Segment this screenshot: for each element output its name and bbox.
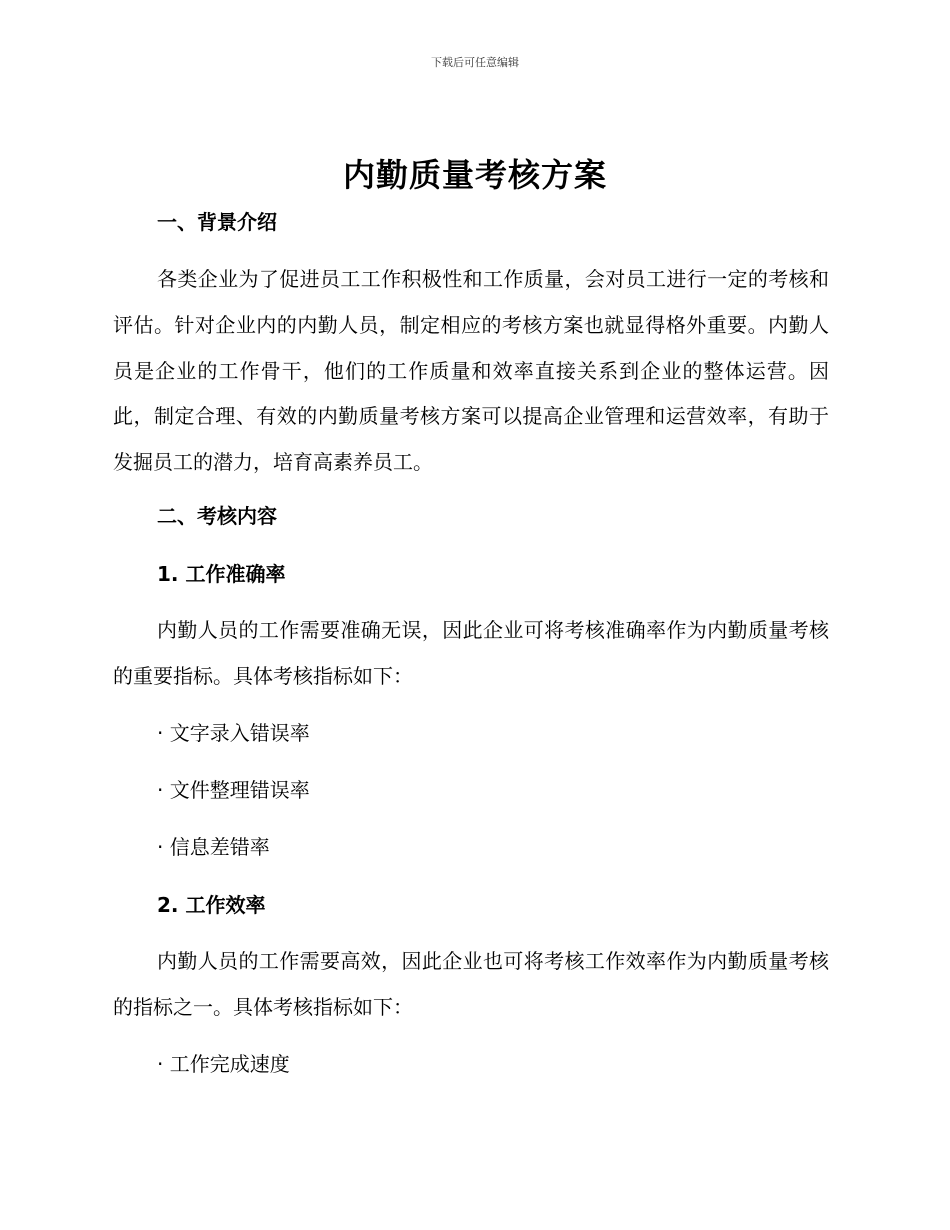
efficiency-paragraph: 内勤人员的工作需要高效，因此企业也可将考核工作效率作为内勤质量考核的指标之一。具体考核指标如下： — [113, 949, 829, 1019]
bullet-item: · 信息差错率 — [157, 835, 270, 859]
document-title: 内勤质量考核方案 — [342, 156, 607, 194]
subheading-efficiency: 2. 工作效率 — [157, 893, 266, 917]
bullet-item: · 文字录入错误率 — [157, 721, 310, 745]
subheading-accuracy: 1. 工作准确率 — [157, 562, 286, 586]
section-heading-content: 二、考核内容 — [157, 504, 277, 528]
section-heading-background: 一、背景介绍 — [157, 210, 277, 234]
bullet-item: · 文件整理错误率 — [157, 778, 310, 802]
bullet-item: · 工作完成速度 — [157, 1052, 290, 1076]
accuracy-paragraph: 内勤人员的工作需要准确无误，因此企业可将考核准确率作为内勤质量考核的重要指标。具体考核指标如下： — [113, 618, 829, 688]
background-paragraph: 各类企业为了促进员工工作积极性和工作质量，会对员工进行一定的考核和评估。针对企业内的内勤人员，制定相应的考核方案也就显得格外重要。内勤人员是企业的工作骨干，他们的工作质量和效率直接关系到企业的整体运营。因此，制定合理、有效的内勤质量考核方案可以提高企业管理和运营效率，有助于发掘员工的潜力，培育高素养员工。 — [113, 267, 829, 475]
header-note: 下载后可任意编辑 — [431, 56, 519, 69]
